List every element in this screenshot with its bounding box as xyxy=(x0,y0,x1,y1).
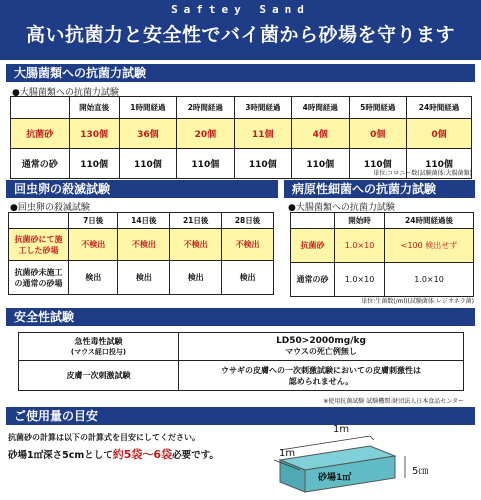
table-cell: 0個 xyxy=(406,119,471,149)
table-header: 2時間経過 xyxy=(177,97,234,119)
table-row xyxy=(9,229,274,261)
section-subtitle-roundworm: ●回虫卵の殺滅試験 xyxy=(10,203,90,213)
row-label: 通常の砂 xyxy=(291,263,335,297)
safety-value-detail: マウスの死亡例無し xyxy=(285,347,357,356)
table-cell: 検出 xyxy=(222,261,274,295)
table-row xyxy=(291,229,474,263)
ecoli-note: 単位:コロニー数(試験菌体:大腸菌類) xyxy=(373,170,472,177)
dimension-length: 1m xyxy=(279,448,296,459)
headline: 高い抗菌力と安全性でバイ菌から砂場を守ります xyxy=(25,24,455,46)
table-cell: 検出 xyxy=(118,261,170,295)
table-cell: 検出 xyxy=(170,261,222,295)
table-cell: 110個 xyxy=(119,149,176,179)
table-header: 3時間経過 xyxy=(234,97,291,119)
table-row xyxy=(291,263,474,297)
safety-value: ウサギの皮膚への一次刺激試験においての皮膚刺激性は xyxy=(221,365,421,375)
table-cell: 110個 xyxy=(292,149,349,179)
table-cell: 110個 xyxy=(69,149,119,179)
section-bar-safety: 安全性試験 xyxy=(6,308,475,326)
table-cell: 11個 xyxy=(234,119,291,149)
pathogen-note: 単位:生菌数(/ml)(試験菌体:レジオネラ菌) xyxy=(361,298,474,305)
row-label: 抗菌砂 xyxy=(11,119,70,149)
usage-line-1: 抗菌砂の計算は以下の計算式を目安にしてください。 xyxy=(8,433,200,442)
dimension-depth: 5㎝ xyxy=(412,466,429,477)
table-cell: 0個 xyxy=(349,119,406,149)
table-cell: 不検出 xyxy=(170,229,222,261)
table-cell: 不検出 xyxy=(118,229,170,261)
table-header xyxy=(11,97,70,119)
safety-table xyxy=(18,332,464,391)
sandbox-diagram xyxy=(270,420,480,500)
table-header xyxy=(9,213,69,229)
usage-amount: 約5袋～6袋 xyxy=(112,448,173,461)
table-header: 開始直後 xyxy=(69,97,119,119)
row-label: 皮膚一次刺激試験 xyxy=(19,361,179,391)
brand-name: Saftey Sand xyxy=(171,3,310,16)
table-row xyxy=(19,361,464,391)
section-bar-pathogen: 病原性細菌への抗菌力試験 xyxy=(284,180,475,198)
section-bar-usage: ご使用量の目安 xyxy=(6,407,475,425)
table-header: 24時間経過後 xyxy=(385,213,474,229)
table-header: 5時間経過 xyxy=(349,97,406,119)
table-cell xyxy=(179,333,464,361)
table-cell: 4個 xyxy=(292,119,349,149)
table-cell: 110個 xyxy=(406,149,471,179)
usage-line-2 xyxy=(8,446,219,462)
safety-sublabel: (マウス経口投与) xyxy=(70,348,127,356)
ecoli-table xyxy=(10,96,472,179)
safety-label: 急性毒性試験 xyxy=(74,337,123,346)
table-cell: 1.0×10 xyxy=(335,229,385,263)
section-bar-roundworm: 回虫卵の殺滅試験 xyxy=(6,180,278,198)
section-subtitle-ecoli: ●大腸菌類への抗菌力試験 xyxy=(12,88,119,98)
table-cell: 1.0×10 xyxy=(335,263,385,297)
row-label: 抗菌砂 xyxy=(291,229,335,263)
row-label xyxy=(19,333,179,361)
table-header: 24時間経過 xyxy=(406,97,471,119)
table-header: 14日後 xyxy=(118,213,170,229)
pathogen-table xyxy=(290,212,474,297)
header-banner xyxy=(0,0,481,60)
table-cell: 検出 xyxy=(69,261,118,295)
dimension-width: 1m xyxy=(333,424,350,435)
table-header: 4時間経過 xyxy=(292,97,349,119)
table-cell: 110個 xyxy=(234,149,291,179)
sandbox-label: 砂場1㎡ xyxy=(318,473,352,483)
table-cell: 不検出 xyxy=(222,229,274,261)
table-header: 開始時 xyxy=(335,213,385,229)
safety-value: LD50>2000mg/kg xyxy=(276,336,366,346)
table-cell: 110個 xyxy=(177,149,234,179)
table-cell: <100 検出せず xyxy=(385,229,474,263)
table-header: 28日後 xyxy=(222,213,274,229)
table-header: 7日後 xyxy=(69,213,118,229)
safety-value-detail: 認められません。 xyxy=(288,376,354,386)
section-subtitle-pathogen: ●大腸菌類への抗菌力試験 xyxy=(288,203,395,213)
table-cell: 1.0×10 xyxy=(385,263,474,297)
table-cell: 130個 xyxy=(69,119,119,149)
table-row xyxy=(9,261,274,295)
usage-text: 砂場1㎡深さ5cmとして xyxy=(8,450,113,461)
row-label: 抗菌砂にて施工した砂場 xyxy=(9,229,69,261)
table-header xyxy=(291,213,335,229)
table-cell: 110個 xyxy=(349,149,406,179)
table-row xyxy=(19,333,464,361)
table-cell: 20個 xyxy=(177,119,234,149)
row-label: 抗菌砂未施工の通常の砂場 xyxy=(9,261,69,295)
row-label: 通常の砂 xyxy=(11,149,70,179)
table-header: 1時間経過 xyxy=(119,97,176,119)
table-header: 21日後 xyxy=(170,213,222,229)
section-bar-ecoli: 大腸菌類への抗菌力試験 xyxy=(6,64,475,82)
safety-note: ※使用抗菌試験 試験機関:財団法人日本食品センター xyxy=(323,398,464,405)
table-row xyxy=(11,119,472,149)
table-cell xyxy=(179,361,464,391)
table-cell: 36個 xyxy=(119,119,176,149)
roundworm-table xyxy=(8,212,274,295)
usage-text: 必要です。 xyxy=(172,450,219,461)
table-cell: 不検出 xyxy=(69,229,118,261)
